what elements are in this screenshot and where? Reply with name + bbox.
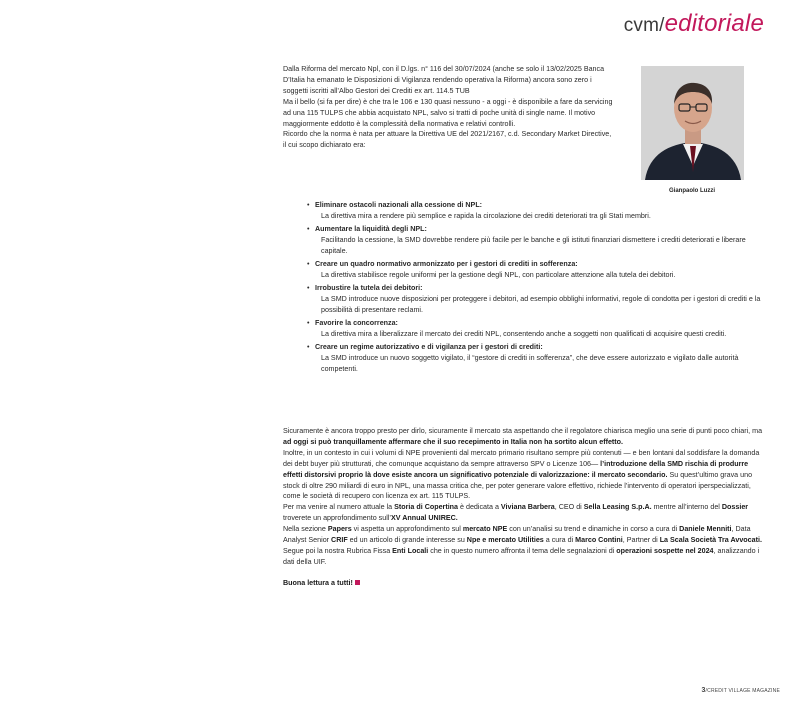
goal-title: • Irrobustire la tutela dei debitori:: [315, 283, 423, 292]
intro-paragraph: Ma il bello (si fa per dire) è che tra le 106 e 130 quasi nessuno - a oggi - è disponibile a fare da servicing ad una 115 TULPS che abbia acquistato NPL, salvo si tratti di poche unità di single name. Il motivo maggiormente eddotto è la complessità della normativa e relativi controlli.: [283, 97, 613, 128]
section-title: editoriale: [664, 10, 764, 37]
body-paragraph: [283, 502, 763, 524]
goal-title: • Eliminare ostacoli nazionali alla cessione di NPL:: [315, 201, 483, 209]
end-mark-icon: [355, 580, 360, 585]
list-item: [307, 259, 762, 281]
goals-list: [307, 200, 762, 377]
page-footer: 3/CREDIT VILLAGE MAGAZINE: [701, 687, 780, 694]
goal-title: • Creare un quadro normativo armonizzato per i gestori di crediti in sofferenza:: [315, 259, 578, 268]
goal-body: La direttiva stabilisce regole uniformi per la gestione degli NPL, con particolare attenzione alla tutela dei debitori.: [321, 270, 676, 279]
list-item: [307, 283, 762, 316]
author-photo: [641, 66, 744, 180]
intro-paragraph: Dalla Riforma del mercato Npl, con il D.lgs. n° 116 del 30/07/2024 (anche se solo il 13/02/2025 Banca D’Italia ha emanato le Disposizioni di Vigilanza rendendo operativa la Riforma) ancora sono zero i soggetti iscritti all’Albo Gestori dei Crediti ex art. 114.5 TUB: [283, 65, 605, 95]
closing-line: [283, 578, 763, 589]
header: [624, 10, 764, 38]
text-run: con un’analisi su trend e dinamiche in corso a cura di: [507, 525, 680, 534]
body-paragraph: [283, 426, 763, 448]
author-portrait: [641, 66, 744, 180]
goal-body: Facilitando la cessione, la SMD dovrebbe rendere più facile per le banche e gli istituti finanziari dismettere i crediti deteriorati e liberare capitale.: [321, 235, 746, 255]
text-run: , CEO di: [554, 503, 584, 512]
text-run: mentre all’interno del: [651, 503, 722, 512]
body-paragraph: [283, 448, 763, 503]
emphasis: XV Annual UNIREC.: [390, 514, 458, 523]
emphasis: Sella Leasing S.p.A.: [583, 503, 652, 512]
emphasis: mercato NPE: [462, 525, 508, 534]
text-run: è dedicata a: [458, 503, 501, 512]
body-paragraph: [283, 546, 763, 568]
list-item: [307, 224, 762, 257]
emphasis: La Scala Società Tra Avvocati.: [659, 536, 762, 545]
text-run: Segue poi la nostra Rubrica Fissa: [283, 546, 393, 555]
brand-prefix: cvm/: [623, 15, 665, 36]
intro-paragraph: Ricordo che la norma è nata per attuare la Direttiva UE del 2021/2167, c.d. Secondary Market Directive, il cui scopo dichiarato era:: [283, 130, 612, 150]
goal-body: La direttiva mira a rendere più semplice e rapida la circolazione dei crediti deteriorati tra gli Stati membri.: [321, 211, 651, 220]
list-item: [307, 342, 762, 375]
text-run: , Data Analyst Senior: [283, 525, 751, 545]
emphasis: Daniele Menniti: [679, 525, 732, 534]
emphasis: Enti Locali: [392, 546, 429, 555]
emphasis: Npe e mercato Utilities: [466, 536, 544, 545]
list-item: [307, 318, 762, 340]
text-run: , Partner di: [622, 536, 660, 545]
text-run: Sicuramente è ancora troppo presto per dirlo, sicuramente il mercato sta aspettando che il regolatore chiarisca meglio una serie di punti poco chiari, ma: [283, 427, 763, 435]
emphasis: l’introduzione della SMD rischia di produrre effetti distorsivi proprio là dove esiste ancora un significativo potenziale di valorizzazione: il mercato secondario.: [283, 459, 749, 479]
intro-text: [283, 64, 613, 151]
emphasis: Dossier: [721, 503, 749, 512]
author-caption: Gianpaolo Luzzi: [669, 188, 715, 194]
text-run: Su quest’ultimo grava uno stock di oltre 290 miliardi di euro in NPL, una massa critica che, per poter generare valore effettivo, richiede l’intervento di operatori iperspecializzati, come le società di recupero con licenza ex art. 115 TULPS.: [283, 470, 753, 501]
goal-title: • Creare un regime autorizzativo e di vigilanza per i gestori di crediti:: [315, 342, 543, 351]
text-run: Nella sezione: [283, 525, 328, 534]
text-run: troverete un approfondimento sull’: [283, 514, 391, 523]
emphasis: Papers: [327, 525, 352, 534]
text-run: che in questo numero affronta il tema delle segnalazioni di: [428, 546, 617, 555]
emphasis: CRIF: [331, 536, 348, 545]
page-number: 3: [701, 687, 706, 694]
closing-text: Buona lettura a tutti!: [283, 578, 353, 587]
goal-body: La SMD introduce un nuovo soggetto vigilato, il “gestore di crediti in sofferenza”, che deve essere autorizzato e vigilato dalle autorità competenti.: [321, 353, 739, 373]
text-run: , analizzando i dati della UIF.: [283, 546, 760, 566]
goal-title: • Aumentare la liquidità degli NPL:: [315, 225, 427, 233]
text-run: Per ma venire al numero attuale la: [283, 503, 395, 512]
publication-name: CREDIT VILLAGE MAGAZINE: [707, 688, 780, 694]
text-run: vi aspetta un approfondimento sul: [351, 525, 463, 534]
emphasis: operazioni sospette nel 2024: [616, 546, 714, 555]
text-run: ed un articolo di grande interesse su: [347, 536, 467, 545]
body-paragraph: [283, 524, 763, 546]
emphasis: Viviana Barbera: [500, 503, 555, 512]
body-text: [283, 426, 763, 589]
emphasis: Marco Contini: [575, 536, 623, 545]
text-run: a cura di: [543, 536, 576, 545]
emphasis: Storia di Copertina: [394, 503, 459, 512]
goal-body: La SMD introduce nuove disposizioni per proteggere i debitori, ad esempio obblighi informativi, regole di condotta per i gestori di crediti e la possibilità di presentare reclami.: [321, 294, 761, 314]
text-run: Inoltre, in un contesto in cui i volumi di NPE provenienti dal mercato primario risultano sempre più contenuti — e ben lontani dal soddisfare la domanda dei debt buyer più strutturati, che comunque acquistano da sempre attraverso SPV o Licenze 106—: [283, 448, 760, 468]
emphasis: ad oggi si può tranquillamente affermare che il suo recepimento in Italia non ha sortito alcun effetto.: [283, 437, 624, 446]
goal-body: La direttiva mira a liberalizzare il mercato dei crediti NPL, consentendo anche a soggetti non qualificati di acquisire questi crediti.: [321, 329, 727, 338]
goal-title: • Favorire la concorrenza:: [315, 318, 398, 327]
list-item: [307, 200, 762, 222]
